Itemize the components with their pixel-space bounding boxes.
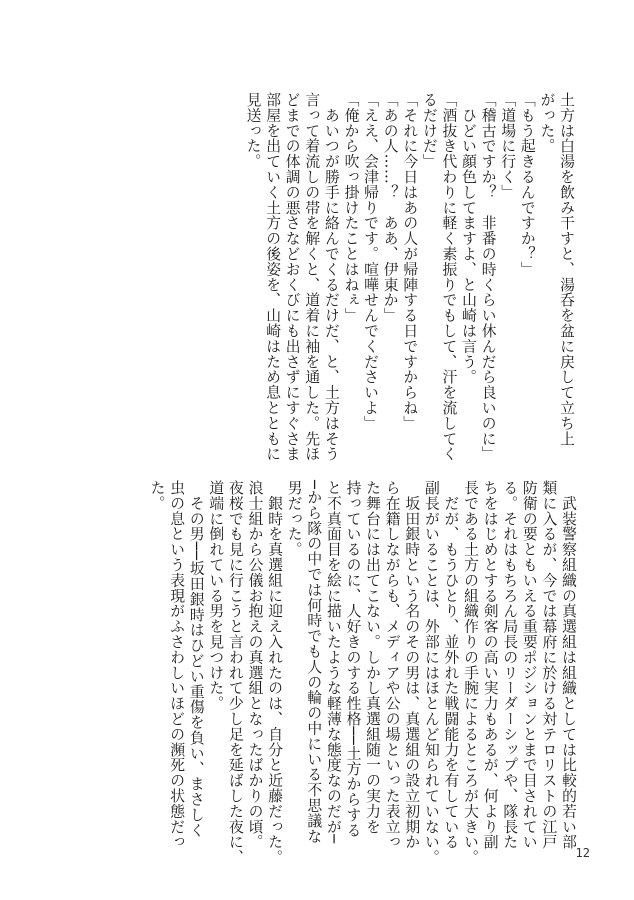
text-line: 浪士組から公儀お抱えの真選組となったばかりの頃。 (246, 480, 264, 850)
text-line: た。 (148, 480, 166, 511)
text-line: 類に入るが、今では幕府に於ける対テロリストの江戸 (540, 480, 558, 850)
text-line: る。それはもちろん局長のリーダーシップや、隊長た (501, 480, 519, 850)
text-line: 銀時を真選組に迎え入れたのは、自分と近藤だった。 (266, 480, 284, 865)
text-line: 持っているのに、人好きのする性格──土方からする (344, 480, 362, 838)
text-line: 男だった。 (285, 480, 303, 557)
text-line: ひどい顔色してますよ、と山崎は言う。 (460, 92, 478, 385)
text-line: ちをはじめとする剣客の高い実力もあるが、何より副 (481, 480, 499, 850)
text-line: 夜桜でも見に行こうと言われて少し足を延ばした夜に、 (226, 480, 244, 865)
text-line: その男──坂田銀時はひどい重傷を負い、まさしく (187, 480, 205, 838)
text-line: 武装警察組織の真選組は組織としては比較的若い部 (560, 480, 577, 850)
text-line: 土方は白湯を飲み干すと、湯呑を盆に戻して立ち上 (558, 92, 575, 447)
text-line: ─から隊の中では何時でも人の輪の中にいる不思議な (305, 480, 323, 844)
text-line: 「酒抜き代わりに軽く素振りでもして、汗を流してく (440, 92, 458, 462)
text-line: 「もう起きるんですか？」 (518, 92, 536, 277)
text-line: 「俺から吹っ掛けたことはねぇ」 (342, 92, 360, 323)
text-line: 見送った。 (244, 92, 262, 169)
text-line: 道端に倒れている男を見つけた。 (207, 480, 225, 711)
text-line: 「稽古ですか？ 非番の時くらい休んだら良いのに」 (479, 92, 497, 462)
text-line: あいつが勝手に絡んでくるだけだ、と、土方はそう (322, 92, 340, 462)
lower-text-block (147, 480, 578, 865)
text-line: 「それに今日はあの人が帰陣する日ですからね」 (401, 92, 419, 431)
text-line: 「ええ、会津帰りです。喧嘩せんでくださいよ」 (362, 92, 380, 431)
upper-text-block (243, 92, 576, 462)
text-line: 「あの人……？ ああ、伊東か」 (381, 92, 399, 323)
text-line: だが、もうひとり、並外れた戦闘能力を有している (442, 480, 460, 850)
text-line: 言って着流しの帯を解くと、道着に袖を通した。先ほ (303, 92, 321, 462)
text-line: 「道場に行く」 (499, 92, 517, 200)
text-line: ら在籍しながらも、メディアや公の場といった表立っ (383, 480, 401, 850)
page-number: 12 (575, 846, 590, 860)
text-line: 坂田銀時という名のその男は、真選組の設立初期か (403, 480, 421, 850)
text-line: 防衛の要ともいえる重要ポジションとまで目されてい (520, 480, 538, 850)
text-line: 長である土方の組織作りの手腕によるところが大きい。 (462, 480, 480, 865)
text-line: がった。 (538, 92, 556, 154)
text-line: た舞台には出てこない。しかし真選組随一の実力を (364, 480, 382, 835)
text-line: 副長がいることは、外部にはほとんど知られていない。 (422, 480, 440, 865)
text-line: 部屋を出ていく土方の後姿を、山崎はため息とともに (264, 92, 282, 462)
text-line: どまでの体調の悪さなどおくびにも出さずにすぐさま (283, 92, 301, 462)
text-line: るだけだ」 (420, 92, 438, 169)
text-line: 虫の息という表現がふさわしいほどの瀕死の状態だっ (168, 480, 186, 850)
text-line: と不真面目を絵に描いたような軽薄な態度なのだが─ (324, 480, 342, 844)
